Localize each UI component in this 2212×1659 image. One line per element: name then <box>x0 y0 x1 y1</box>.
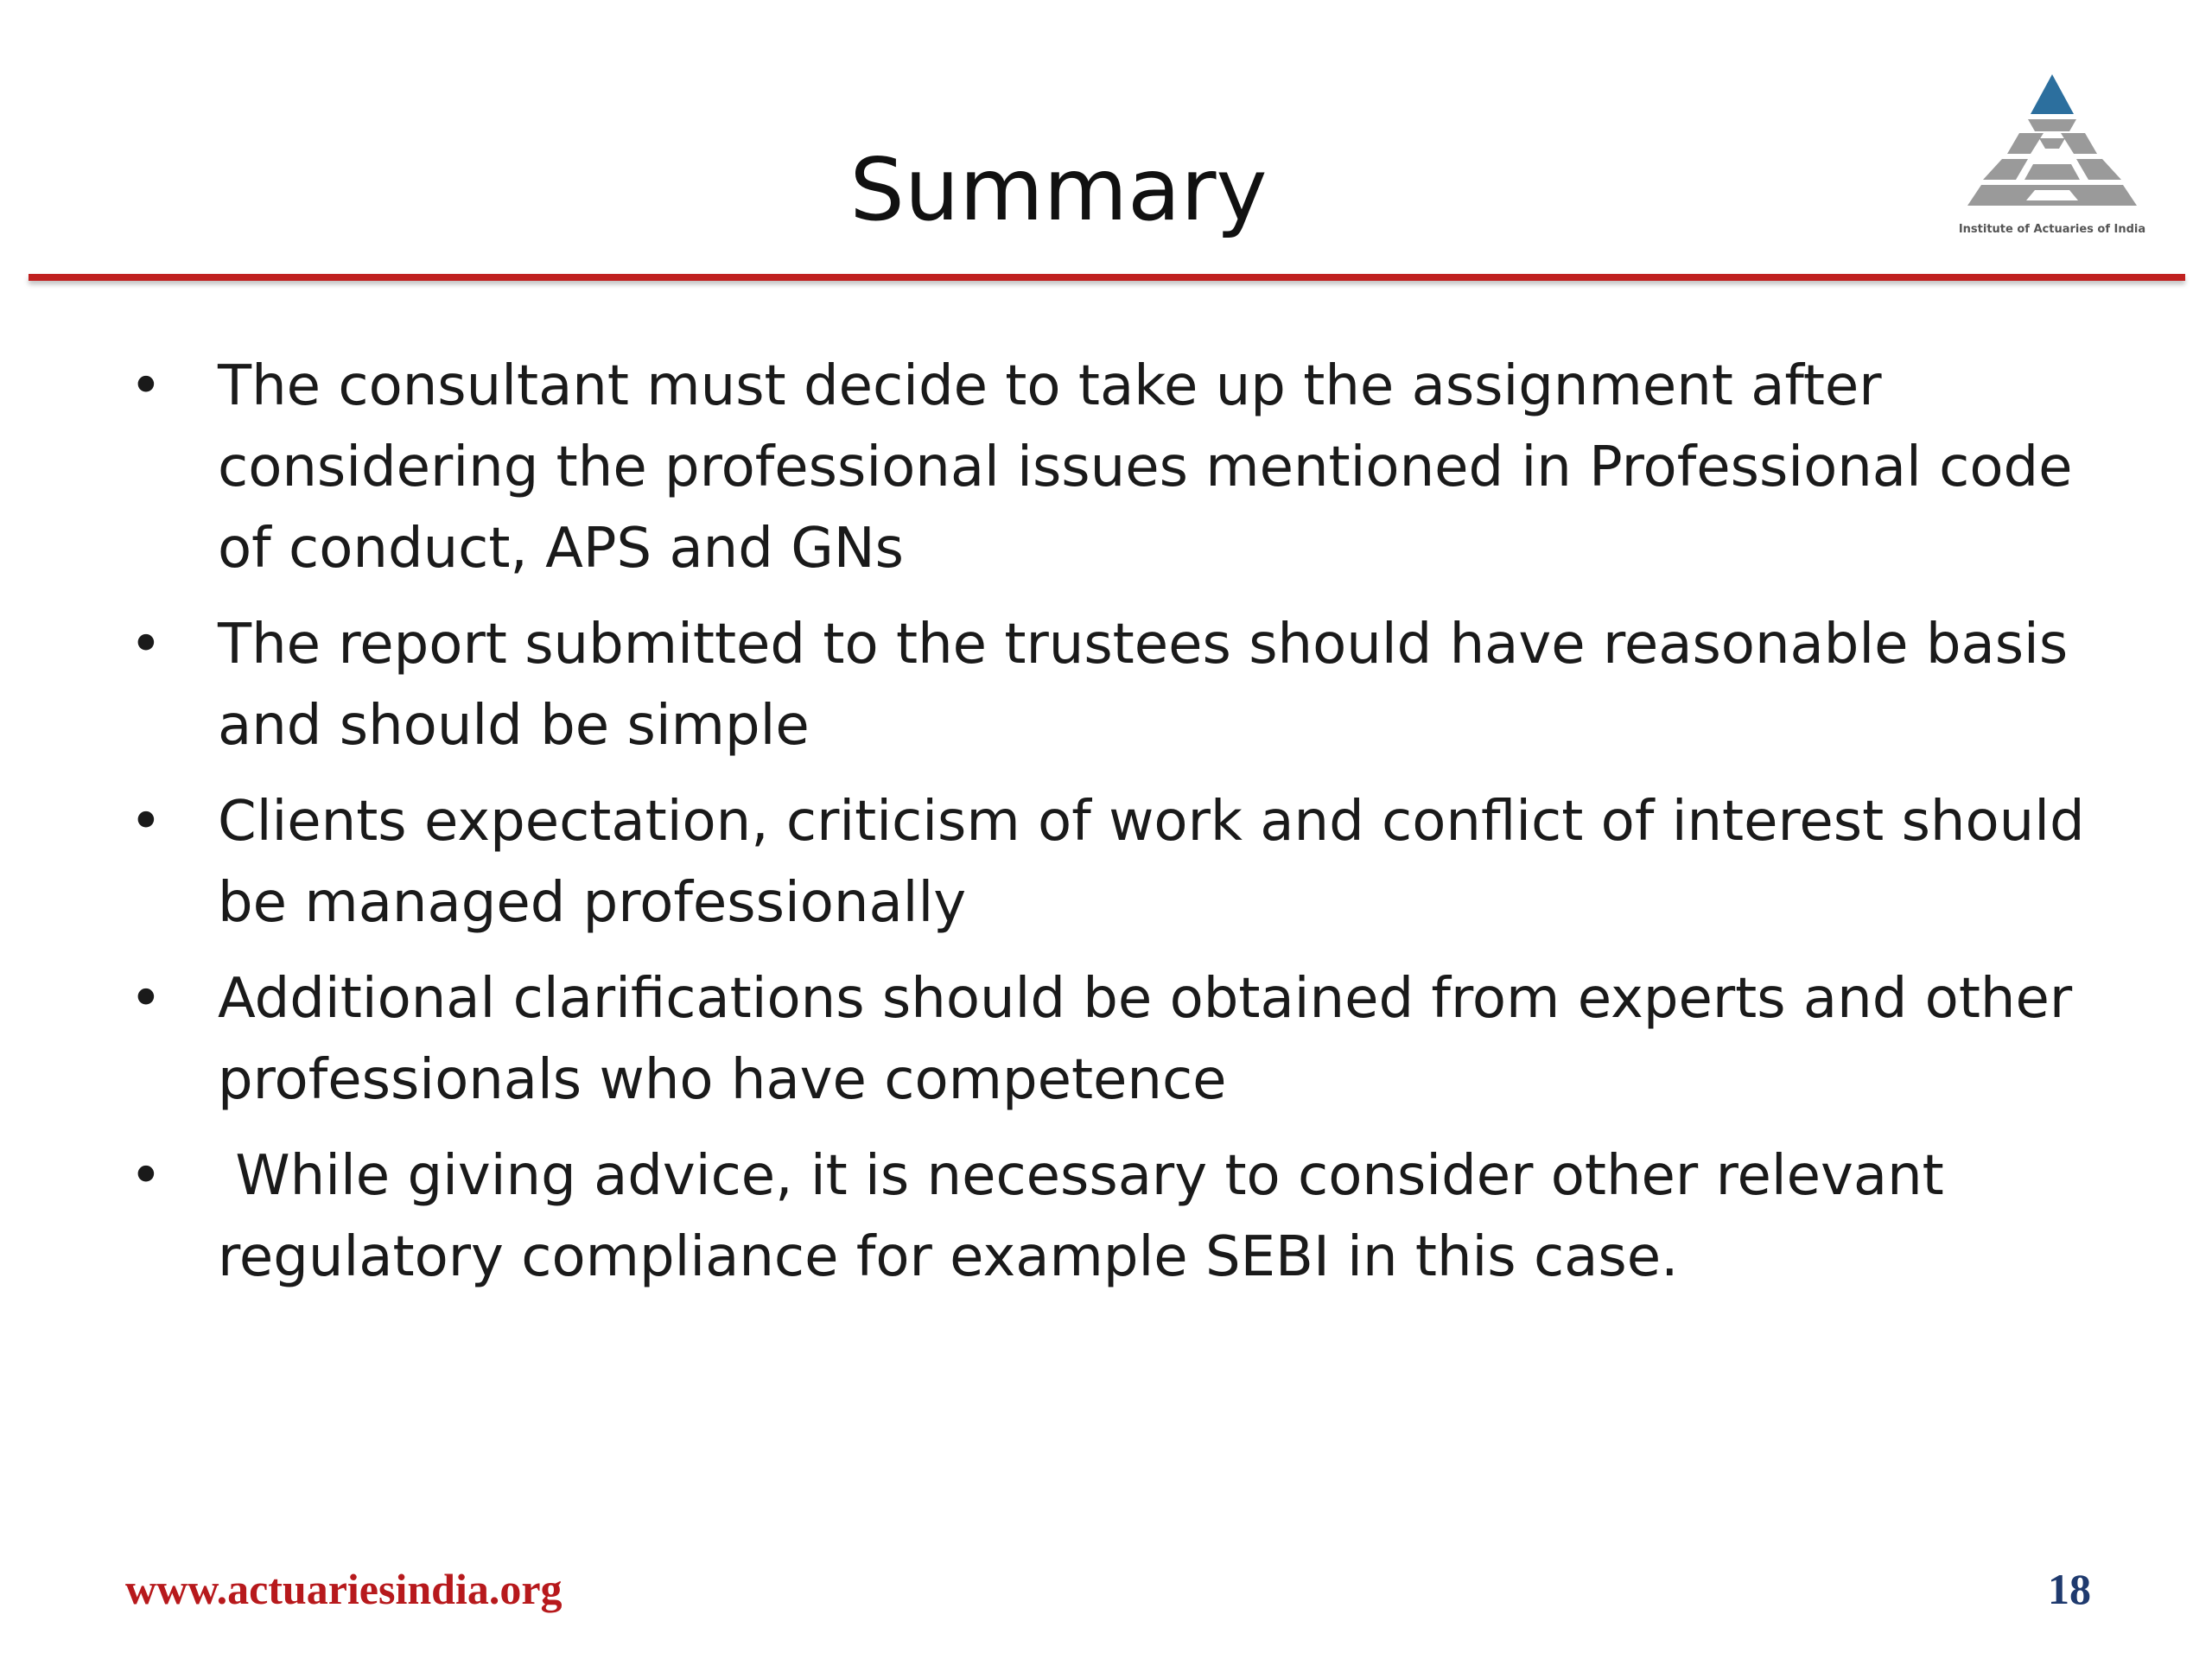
logo-caption: Institute of Actuaries of India <box>1958 223 2146 236</box>
footer-website-link[interactable]: www.actuariesindia.org <box>125 1565 563 1613</box>
bullet-icon: • <box>130 790 162 854</box>
institute-logo <box>1948 69 2156 242</box>
logo-triangle-icon <box>1948 69 2156 242</box>
bullet-text: The consultant must decide to take up the assignment after considering the professional issues mentioned in Professional code of conduct, APS and GNs <box>218 354 2073 581</box>
bullet-icon: • <box>130 613 162 677</box>
bullet-icon: • <box>130 1144 162 1208</box>
list-item <box>130 958 2117 1121</box>
title-divider <box>29 274 2185 281</box>
bullet-icon: • <box>130 354 162 418</box>
page-number: 18 <box>2048 1565 2091 1613</box>
bullet-text: Additional clarifications should be obtained from experts and other professionals who have competence <box>218 967 2073 1112</box>
list-item <box>130 346 2117 589</box>
bullet-icon: • <box>130 967 162 1031</box>
list-item <box>130 604 2117 766</box>
bullet-text: The report submitted to the trustees should have reasonable basis and should be simple <box>218 613 2069 758</box>
bullet-list <box>130 346 2117 1313</box>
bullet-text: Clients expectation, criticism of work and conflict of interest should be managed professionally <box>218 790 2085 935</box>
list-item <box>130 1135 2117 1298</box>
slide-title: Summary <box>849 139 1268 240</box>
list-item <box>130 781 2117 944</box>
bullet-text: While giving advice, it is necessary to consider other relevant regulatory compliance for example SEBI in this case. <box>218 1144 1962 1289</box>
